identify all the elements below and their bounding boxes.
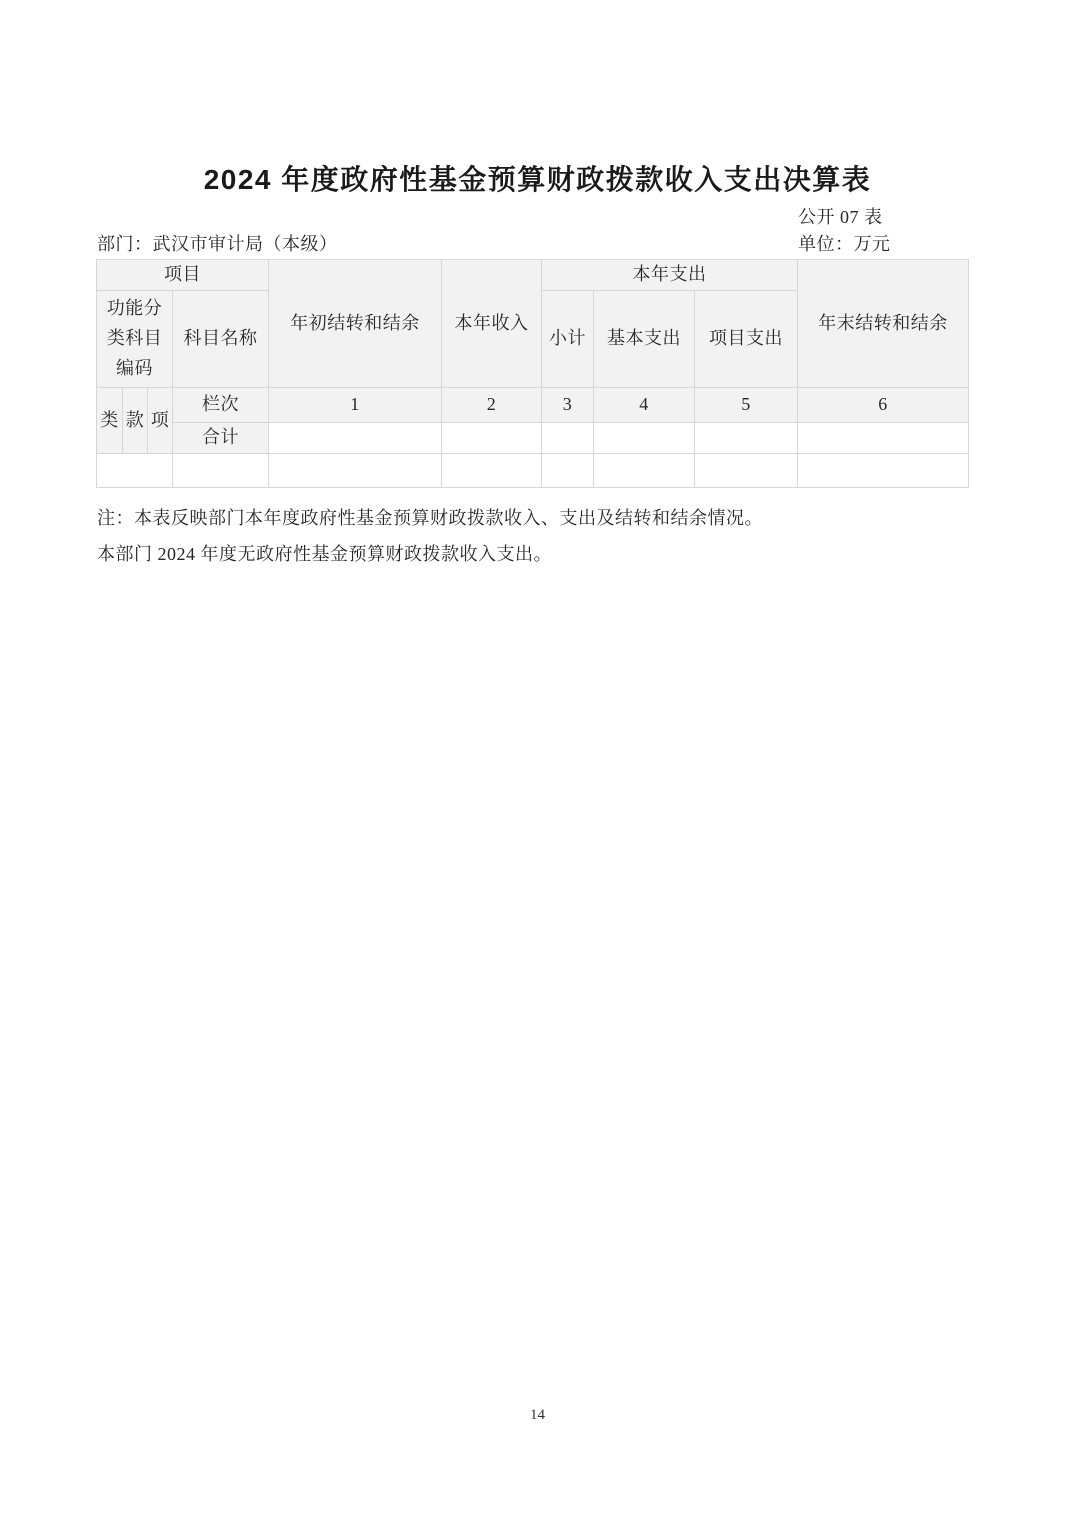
header-basic-expenditure: 基本支出 [594,291,695,388]
header-begin-balance: 年初结转和结余 [269,260,442,388]
table-code-label: 公开 07 表 [798,207,883,227]
header-func-code: 功能分类科目编码 [97,291,173,388]
total-cell-end-balance [798,423,969,454]
unit-label: 单位：万元 [798,234,891,254]
empty-cell-subject-name [173,453,269,487]
header-item: 项 [148,388,173,454]
page-title: 2024 年度政府性基金预算财政拨款收入支出决算表 [203,164,872,195]
header-section: 款 [123,388,148,454]
department-label: 部门：武汉市审计局（本级） [97,234,338,254]
total-cell-subtotal [542,423,594,454]
total-cell-basic-expenditure [594,423,695,454]
empty-cell-basic-expenditure [594,453,695,487]
column-number-5: 5 [695,388,798,423]
total-cell-project-expenditure [695,423,798,454]
column-number-1: 1 [269,388,442,423]
total-cell-begin-balance [269,423,442,454]
header-end-balance: 年末结转和结余 [798,260,969,388]
total-row-label: 合计 [173,423,269,454]
empty-cell-begin-balance [269,453,442,487]
column-number-2: 2 [442,388,542,423]
empty-cell-end-balance [798,453,969,487]
fund-budget-table [96,259,969,488]
empty-cell-subtotal [542,453,594,487]
page-number: 14 [530,1407,545,1423]
header-project-expenditure: 项目支出 [695,291,798,388]
empty-cell-project-expenditure [695,453,798,487]
header-subject-name: 科目名称 [173,291,269,388]
header-current-income: 本年收入 [442,260,542,388]
column-number-6: 6 [798,388,969,423]
column-row-label: 栏次 [173,388,269,423]
header-project: 项目 [97,260,269,291]
column-number-3: 3 [542,388,594,423]
no-fund-statement: 本部门 2024 年度无政府性基金预算财政拨款收入支出。 [97,544,552,564]
column-number-4: 4 [594,388,695,423]
table-note: 注：本表反映部门本年度政府性基金预算财政拨款收入、支出及结转和结余情况。 [97,508,763,528]
header-subtotal: 小计 [542,291,594,388]
total-cell-current-income [442,423,542,454]
header-current-expenditure: 本年支出 [542,260,798,291]
header-class: 类 [97,388,123,454]
empty-cell-code [97,453,173,487]
empty-cell-current-income [442,453,542,487]
